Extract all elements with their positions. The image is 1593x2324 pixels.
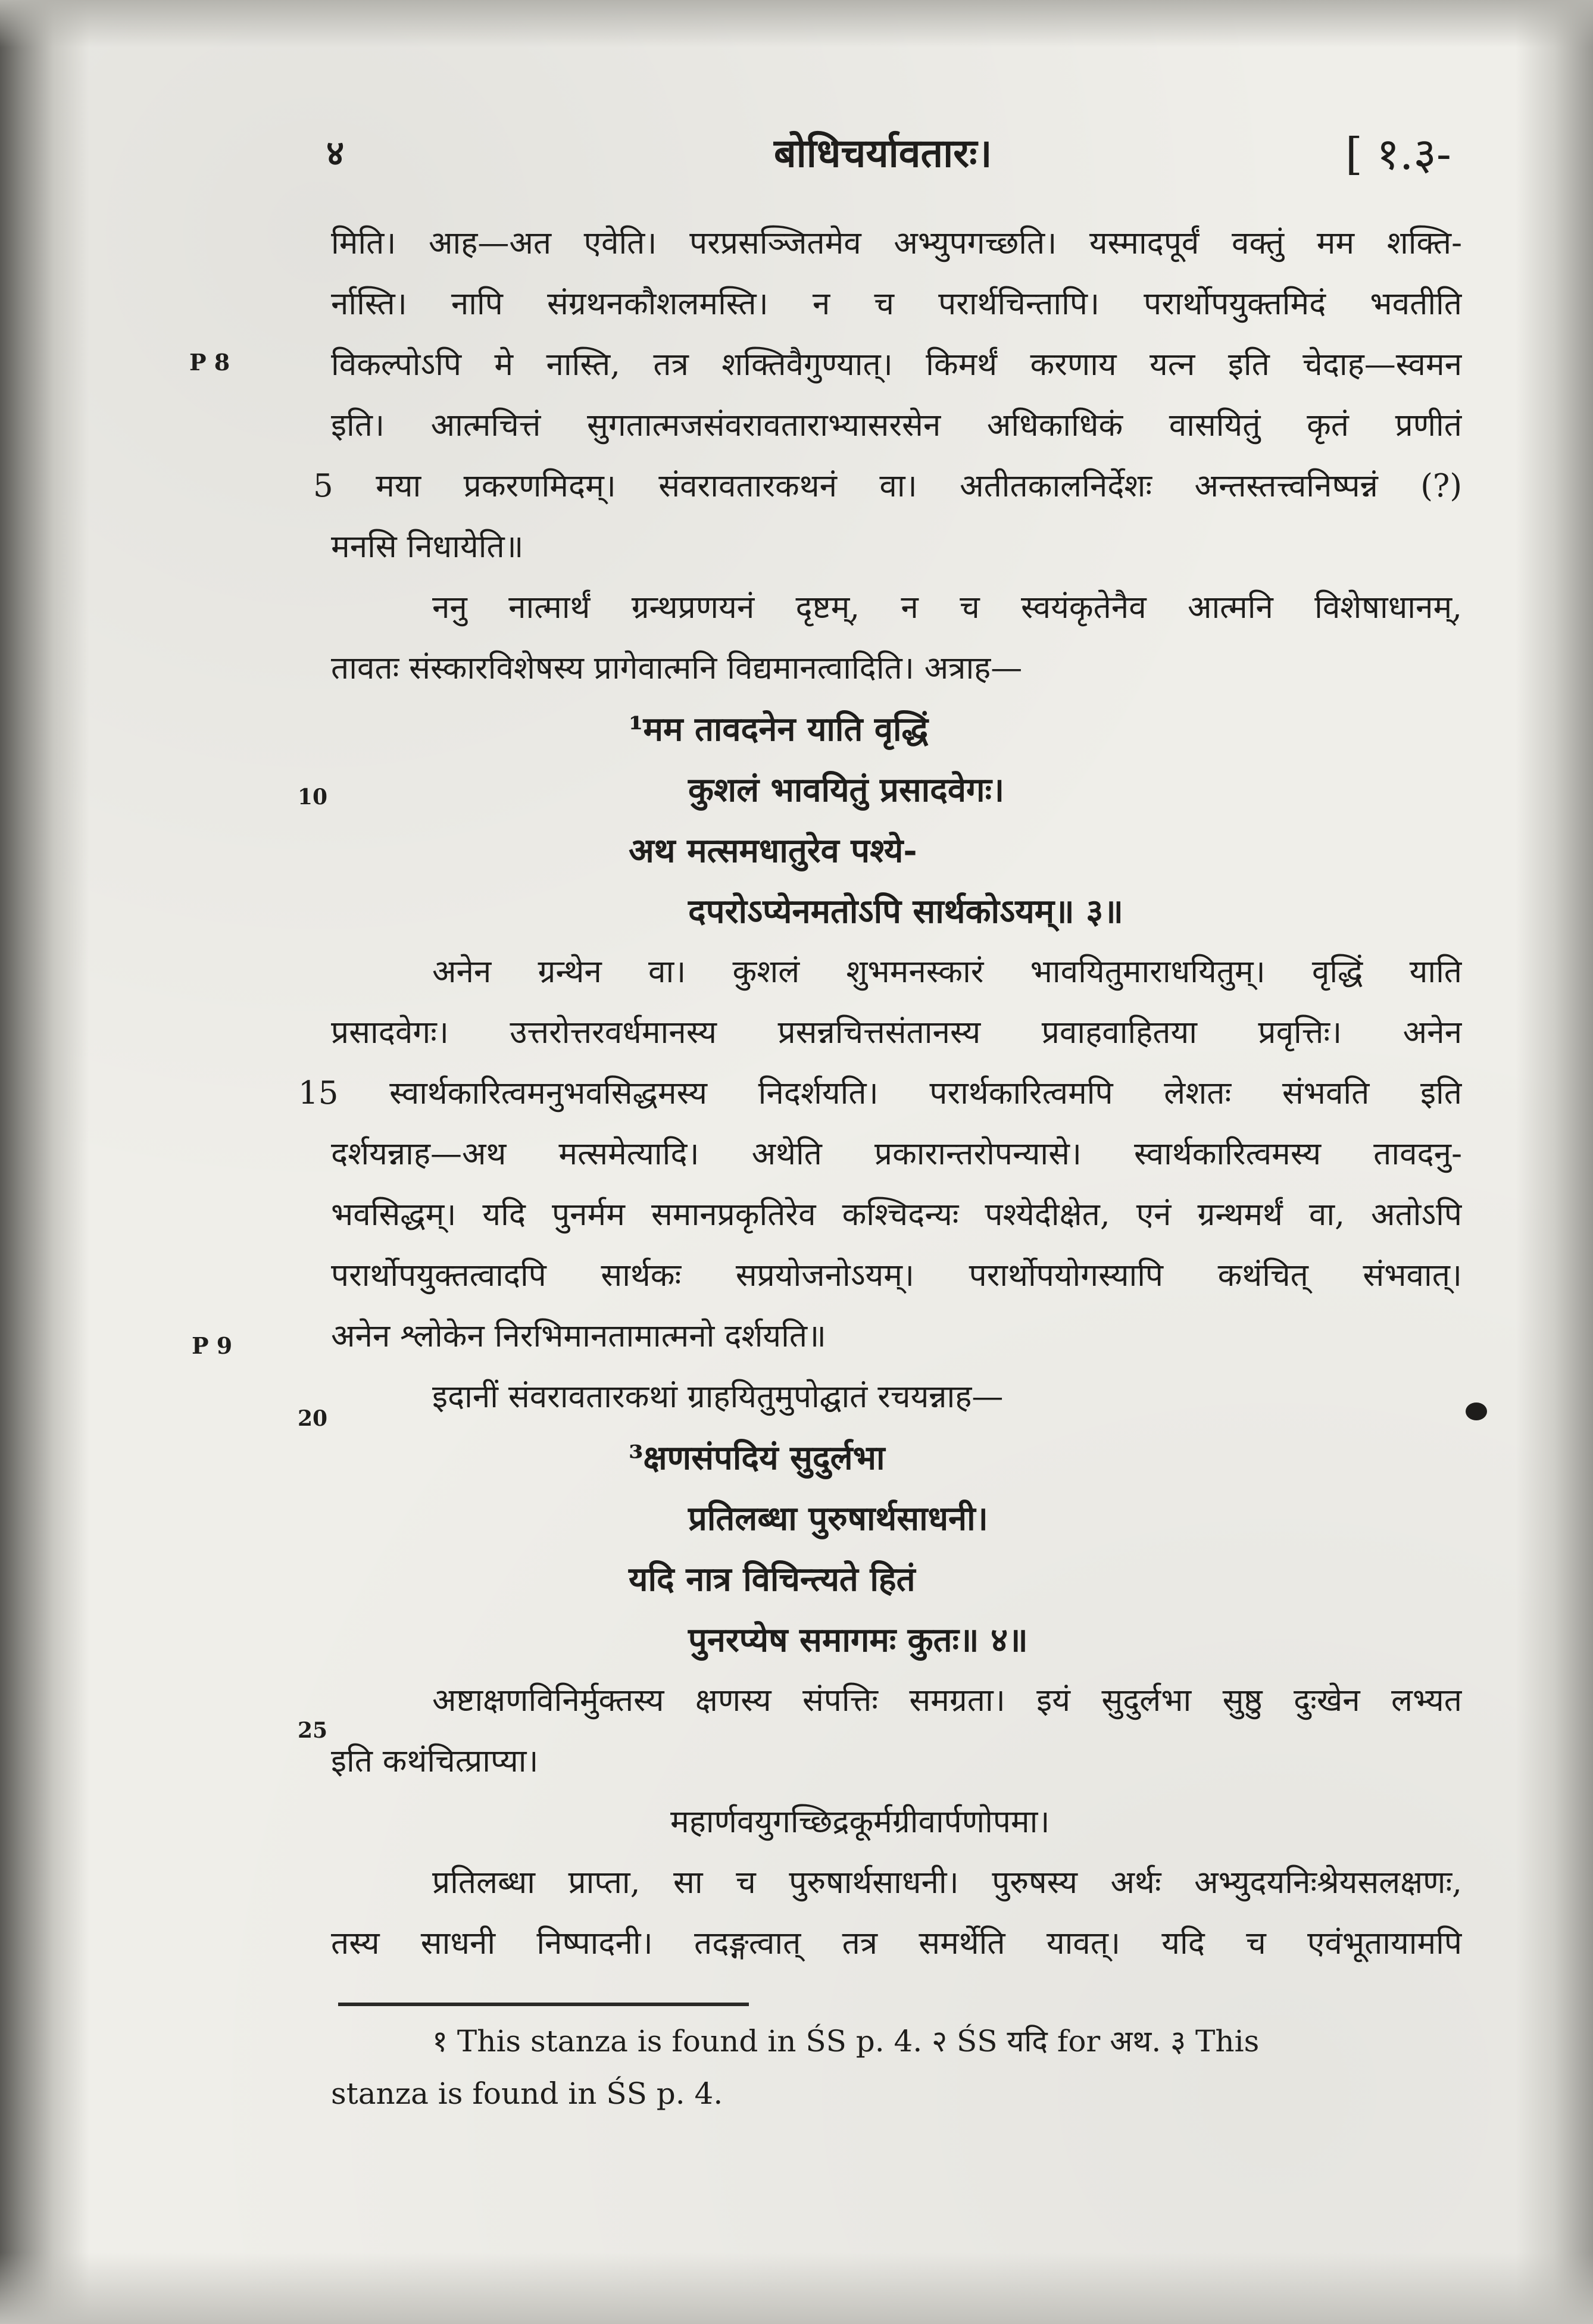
- line-number-20: 20: [298, 1406, 328, 1431]
- text-line: परार्थोपयुक्तत्वादपि सार्थकः सप्रयोजनोऽयम्। परार्थोपयोगस्यापि कथंचित् संभवात्।: [331, 1257, 1462, 1294]
- running-title: बोधिचर्यावतारः।: [774, 130, 992, 176]
- text-line: तावतः संस्कारविशेषस्य प्रागेवात्मनि विद्यमानत्वादिति। अत्राह—: [331, 650, 1023, 686]
- page-top-shadow: [0, 0, 1593, 48]
- text-line: ननु नात्मार्थं ग्रन्थप्रणयनं दृष्टम्, न च स्वयंकृतेनैव आत्मनि विशेषाधानम्,: [432, 589, 1462, 626]
- text-line: दर्शयन्नाह—अथ मत्समेत्यादि। अथेति प्रकारान्तरोपन्यासे। स्वार्थकारित्वमस्य तावदनु-: [331, 1136, 1462, 1172]
- text-line: 15 स्वार्थकारित्वमनुभवसिद्धमस्य निदर्शयति। परार्थकारित्वमपि लेशतः संभवति इति: [298, 1075, 1462, 1111]
- verse-line: कुशलं भावयितुं प्रसादवेगः।: [688, 770, 1005, 810]
- footnote-line: १ This stanza is found in ŚS p. 4. २ ŚS यदि for अथ. ३ This: [432, 2024, 1260, 2059]
- quoted-line: महार्णवयुगच्छिद्रकूर्मग्रीवार्पणोपमा।: [670, 1804, 1050, 1840]
- page-gutter-shadow: [0, 0, 89, 2324]
- text-line: अनेन श्लोकेन निरभिमानतामात्मनो दर्शयति॥: [331, 1318, 826, 1354]
- page-number: ४: [326, 133, 345, 173]
- verse-line: अथ मत्समधातुरेव पश्ये-: [629, 831, 917, 870]
- text-line: विकल्पोऽपि मे नास्ति, तत्र शक्तिवैगुण्यात्। किमर्थं करणाय यत्न इति चेदाह—स्वमन: [331, 346, 1462, 383]
- line-number-10: 10: [298, 785, 328, 810]
- footnote-line: stanza is found in ŚS p. 4.: [331, 2076, 723, 2111]
- text-line: इदानीं संवरावतारकथां ग्राहयितुमुपोद्घातं रचयन्नाह—: [432, 1379, 1004, 1415]
- footnote-rule: [338, 2003, 749, 2006]
- text-line: इति। आत्मचित्तं सुगतात्मजसंवरावताराभ्यासरसेन अधिकाधिकं वासयितुं कृतं प्रणीतं: [331, 407, 1462, 443]
- line-number-25: 25: [298, 1718, 328, 1743]
- text-line: मनसि निधायेति॥: [331, 529, 524, 565]
- section-reference: [ १.३-: [1345, 129, 1451, 180]
- verse-line: ³क्षणसंपदियं सुदुर्लभा: [629, 1438, 885, 1478]
- margin-page-ref-p9: P 9: [192, 1332, 233, 1359]
- margin-page-ref-p8: P 8: [189, 349, 230, 376]
- text-line: प्रसादवेगः। उत्तरोत्तरवर्धमानस्य प्रसन्नचित्तसंतानस्य प्रवाहवाहितया प्रवृत्तिः। अनेन: [331, 1014, 1462, 1051]
- text-line: तस्य साधनी निष्पादनी। तदङ्गत्वात् तत्र समर्थेति यावत्। यदि च एवंभूतायामपि: [331, 1925, 1462, 1961]
- text-line: मिति। आह—अत एवेति। परप्रसञ्जितमेव अभ्युपगच्छति। यस्मादपूर्वं वक्तुं मम शक्ति-: [331, 225, 1462, 261]
- verse-line: प्रतिलब्धा पुरुषार्थसाधनी।: [688, 1499, 988, 1538]
- text-line: अष्टाक्षणविनिर्मुक्तस्य क्षणस्य संपत्तिः समग्रता। इयं सुदुर्लभा सुष्ठु दुःखेन लभ्यत: [432, 1682, 1462, 1719]
- verse-line: ¹मम तावदनेन याति वृद्धिं: [629, 710, 929, 749]
- text-line: 5 मया प्रकरणमिदम्। संवरावतारकथनं वा। अतीतकालनिर्देशः अन्तस्तत्त्वनिष्पन्नं (?): [313, 468, 1462, 504]
- page-bottom-shadow: [0, 2253, 1593, 2324]
- footnotes: [331, 2015, 1462, 2120]
- text-line: भवसिद्धम्। यदि पुनर्मम समानप्रकृतिरेव कश्चिदन्यः पश्येदीक्षेत, एनं ग्रन्थमर्थं वा, अतोऽपि: [331, 1197, 1462, 1233]
- text-line: प्रतिलब्धा प्राप्ता, सा च पुरुषार्थसाधनी। पुरुषस्य अर्थः अभ्युदयनिःश्रेयसलक्षणः,: [432, 1864, 1462, 1901]
- verse-line: पुनरप्येष समागमः कुतः॥ ४॥: [688, 1620, 1028, 1660]
- text-line: र्नास्ति। नापि संग्रथनकौशलमस्ति। न च परार्थचिन्तापि। परार्थोपयुक्तमिदं भवतीति: [331, 286, 1462, 322]
- page-edge-shadow: [1516, 0, 1593, 2324]
- text-line: अनेन ग्रन्थेन वा। कुशलं शुभमनस्कारं भावयितुमाराधयितुम्। वृद्धिं याति: [432, 954, 1462, 990]
- ink-blot: [1466, 1402, 1487, 1420]
- verse-line: यदि नात्र विचिन्त्यते हितं: [629, 1560, 916, 1599]
- text-line: इति कथंचित्प्राप्या।: [331, 1743, 539, 1779]
- verse-line: दपरोऽप्येनमतोऽपि सार्थकोऽयम्॥ ३॥: [688, 892, 1123, 931]
